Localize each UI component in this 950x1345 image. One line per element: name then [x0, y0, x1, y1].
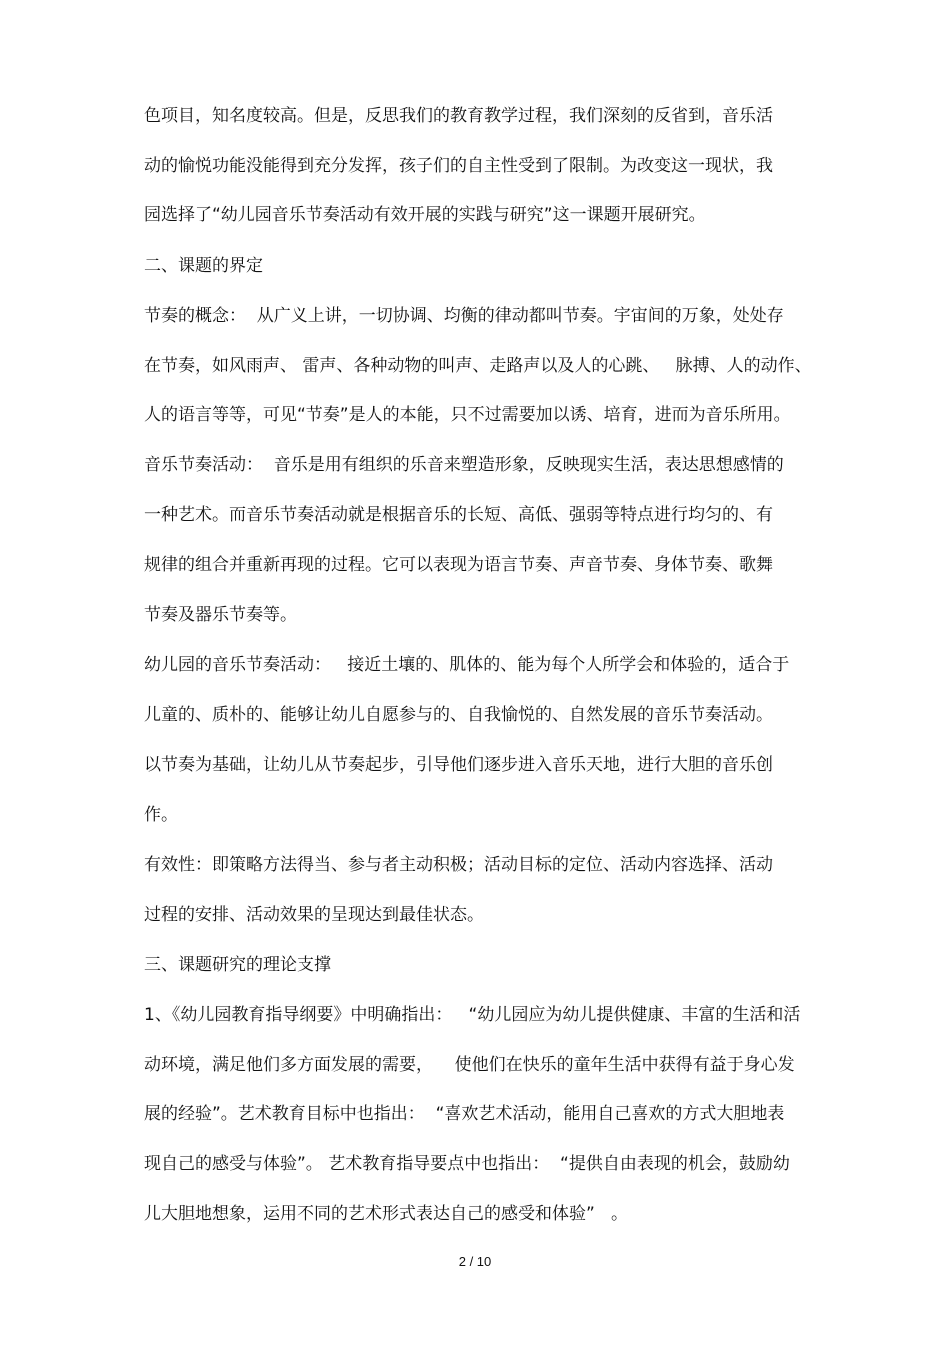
text-line-16: 有效性：即策略方法得当、参与者主动积极；活动目标的定位、活动内容选择、活动	[144, 855, 773, 875]
text-line-10: 规律的组合并重新再现的过程。它可以表现为语言节奏、声音节奏、身体节奏、歌舞	[144, 555, 773, 575]
text-line-14: 以节奏为基础，让幼儿从节奏起步，引导他们逐步进入音乐天地，进行大胆的音乐创	[144, 755, 773, 775]
page-number: 2 / 10	[458, 1254, 492, 1269]
text-line-17: 过程的安排、活动效果的呈现达到最佳状态。	[144, 905, 484, 925]
text-line-5: 节奏的概念： 从广义上讲，一切协调、均衡的律动都叫节奏。宇宙间的万象，处处存	[144, 306, 784, 326]
text-line-12: 幼儿园的音乐节奏活动： 接近土壤的、肌体的、能为每个人所学会和体验的，适合于	[144, 655, 790, 675]
text-line-11: 节奏及器乐节奏等。	[144, 605, 297, 625]
text-line-19: 1、《幼儿园教育指导纲要》中明确指出： “幼儿园应为幼儿提供健康、丰富的生活和活	[144, 1005, 801, 1025]
text-line-8: 音乐节奏活动： 音乐是用有组织的乐音来塑造形象，反映现实生活，表达思想感情的	[144, 455, 784, 475]
section-heading-2: 二、课题的界定	[144, 256, 263, 276]
text-line-1: 色项目，知名度较高。但是，反思我们的教育教学过程，我们深刻的反省到，音乐活	[144, 106, 773, 126]
text-line-2: 动的愉悦功能没能得到充分发挥，孩子们的自主性受到了限制。为改变这一现状，我	[144, 156, 773, 176]
text-line-13: 儿童的、质朴的、能够让幼儿自愿参与的、自我愉悦的、自然发展的音乐节奏活动。	[144, 705, 773, 725]
section-heading-3: 三、课题研究的理论支撑	[144, 955, 331, 975]
text-line-7: 人的语言等等，可见“节奏”是人的本能，只不过需要加以诱、培育，进而为音乐所用。	[144, 405, 791, 425]
text-line-22: 现自己的感受与体验”。 艺术教育指导要点中也指出： “提供自由表现的机会，鼓励幼	[144, 1154, 790, 1174]
text-line-9: 一种艺术。而音乐节奏活动就是根据音乐的长短、高低、强弱等特点进行均匀的、有	[144, 505, 773, 525]
text-line-15: 作。	[144, 805, 178, 825]
text-line-20: 动环境，满足他们多方面发展的需要， 使他们在快乐的童年生活中获得有益于身心发	[144, 1055, 795, 1075]
text-line-6: 在节奏，如风雨声、 雷声、各种动物的叫声、走路声以及人的心跳、 脉搏、人的动作、	[144, 356, 812, 376]
text-line-23: 儿大胆地想象，运用不同的艺术形式表达自己的感受和体验” 。	[144, 1204, 629, 1224]
text-line-21: 展的经验”。艺术教育目标中也指出： “喜欢艺术活动，能用自己喜欢的方式大胆地表	[144, 1104, 785, 1124]
text-line-3: 园选择了“幼儿园音乐节奏活动有效开展的实践与研究”这一课题开展研究。	[144, 205, 706, 225]
